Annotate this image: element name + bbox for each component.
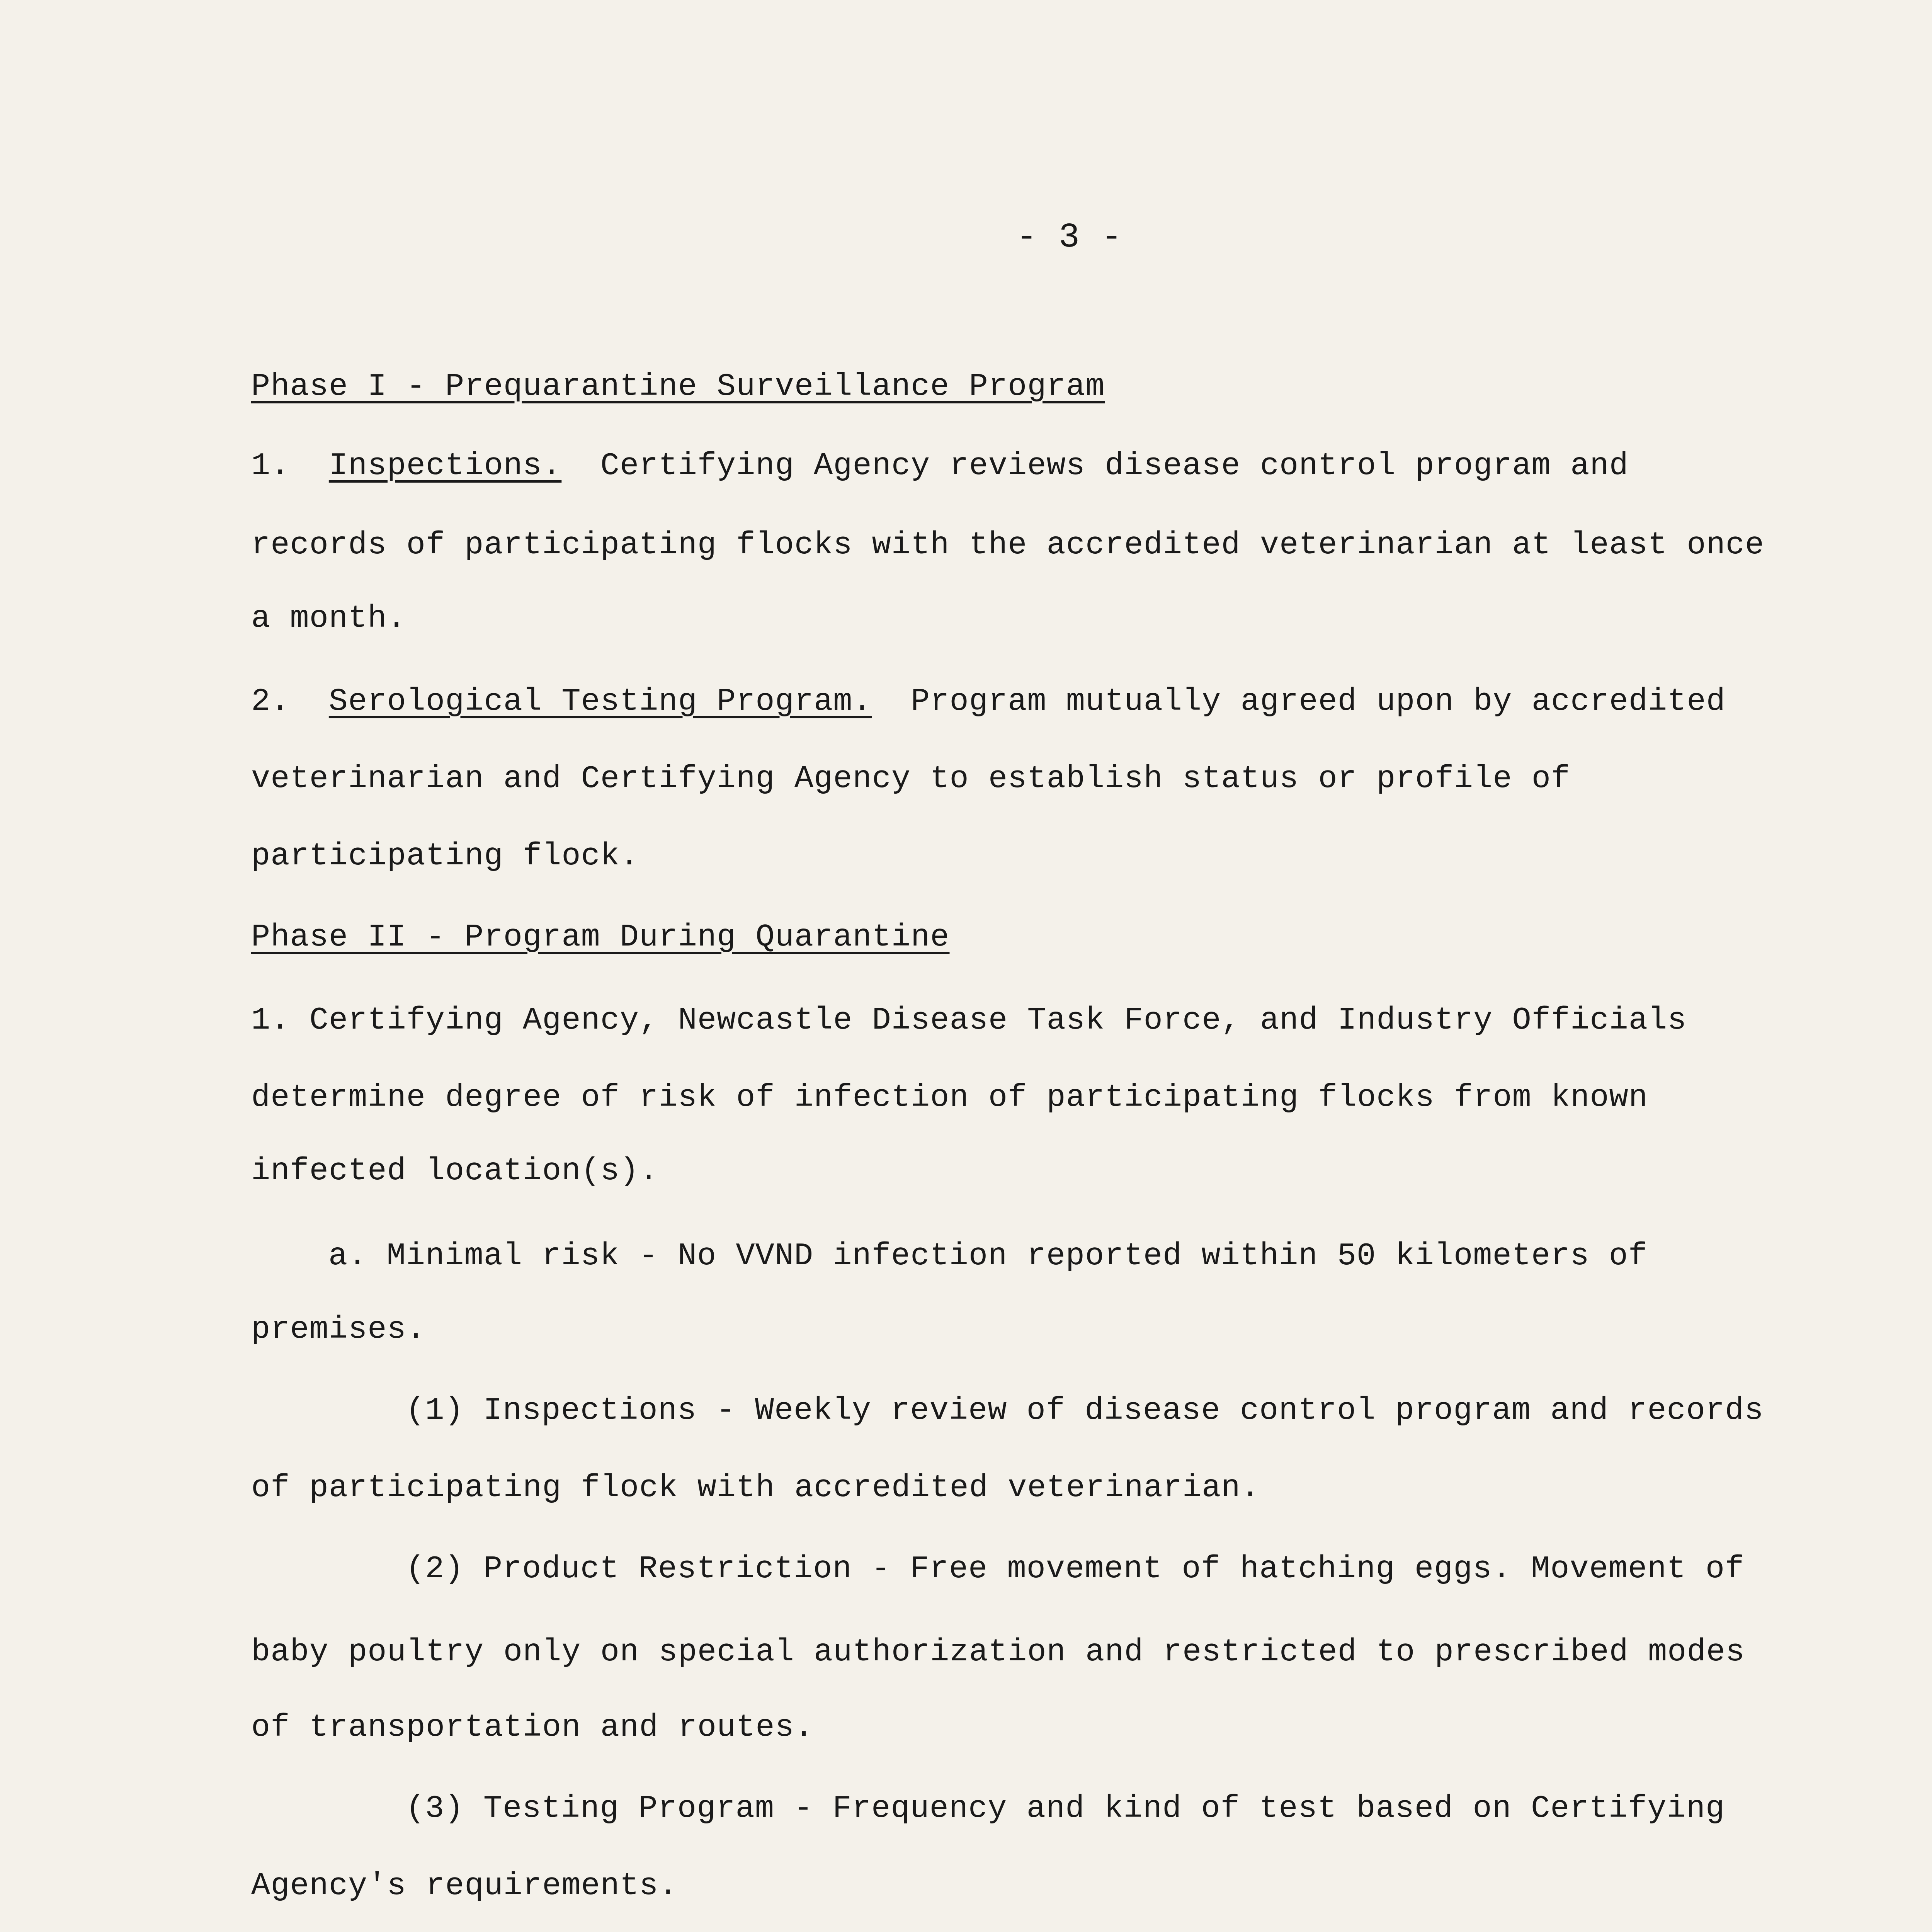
phase1-item1-title: Inspections. — [328, 448, 562, 484]
risk-a-line2: premises. — [251, 1311, 426, 1347]
risk-a-line1: a. Minimal risk - No VVND infection reported within 50 kilometers of — [328, 1238, 1648, 1274]
phase1-item2-line2: veterinarian and Certifying Agency to establish status or profile of — [251, 761, 1571, 797]
phase1-item1-line3: a month. — [251, 600, 406, 636]
risk-a-inspections-line1: (1) Inspections - Weekly review of disease control program and records — [406, 1393, 1764, 1429]
phase1-item2-number: 2. — [251, 684, 290, 719]
risk-a-testing-program-line1: (3) Testing Program - Frequency and kind of test based on Certifying — [406, 1791, 1725, 1827]
phase1-heading: Phase I - Prequarantine Surveillance Program — [251, 369, 1105, 405]
risk-a-product-restriction-line2: baby poultry only on special authorization and restricted to prescribed modes — [251, 1634, 1745, 1670]
risk-a-inspections-line2: of participating flock with accredited veterinarian. — [251, 1470, 1260, 1506]
phase1-item2-first-line — [251, 686, 1726, 718]
phase2-heading: Phase II - Program During Quarantine — [251, 919, 950, 955]
risk-a-testing-program-line2: Agency's requirements. — [251, 1868, 678, 1904]
risk-a-product-restriction-line3: of transportation and routes. — [251, 1709, 814, 1745]
phase2-item1-line2: determine degree of risk of infection of participating flocks from known — [251, 1080, 1648, 1116]
page-number: - 3 - — [1016, 218, 1123, 257]
phase1-item2-title: Serological Testing Program. — [328, 684, 872, 719]
phase1-item1-line2: records of participating flocks with the accredited veterinarian at least once — [251, 527, 1765, 563]
phase2-item1-line3: infected location(s). — [251, 1153, 659, 1189]
phase1-item1-text: Certifying Agency reviews disease control program and — [600, 448, 1629, 484]
phase2-item1-line1: 1. Certifying Agency, Newcastle Disease Task Force, and Industry Officials — [251, 1002, 1687, 1038]
phase1-item1-first-line — [251, 450, 1629, 482]
phase1-item2-text: Program mutually agreed upon by accredited — [911, 684, 1726, 719]
risk-a-product-restriction-line1: (2) Product Restriction - Free movement of hatching eggs. Movement of — [406, 1551, 1745, 1587]
phase1-item2-line3: participating flock. — [251, 838, 639, 874]
phase1-item1-number: 1. — [251, 448, 290, 484]
